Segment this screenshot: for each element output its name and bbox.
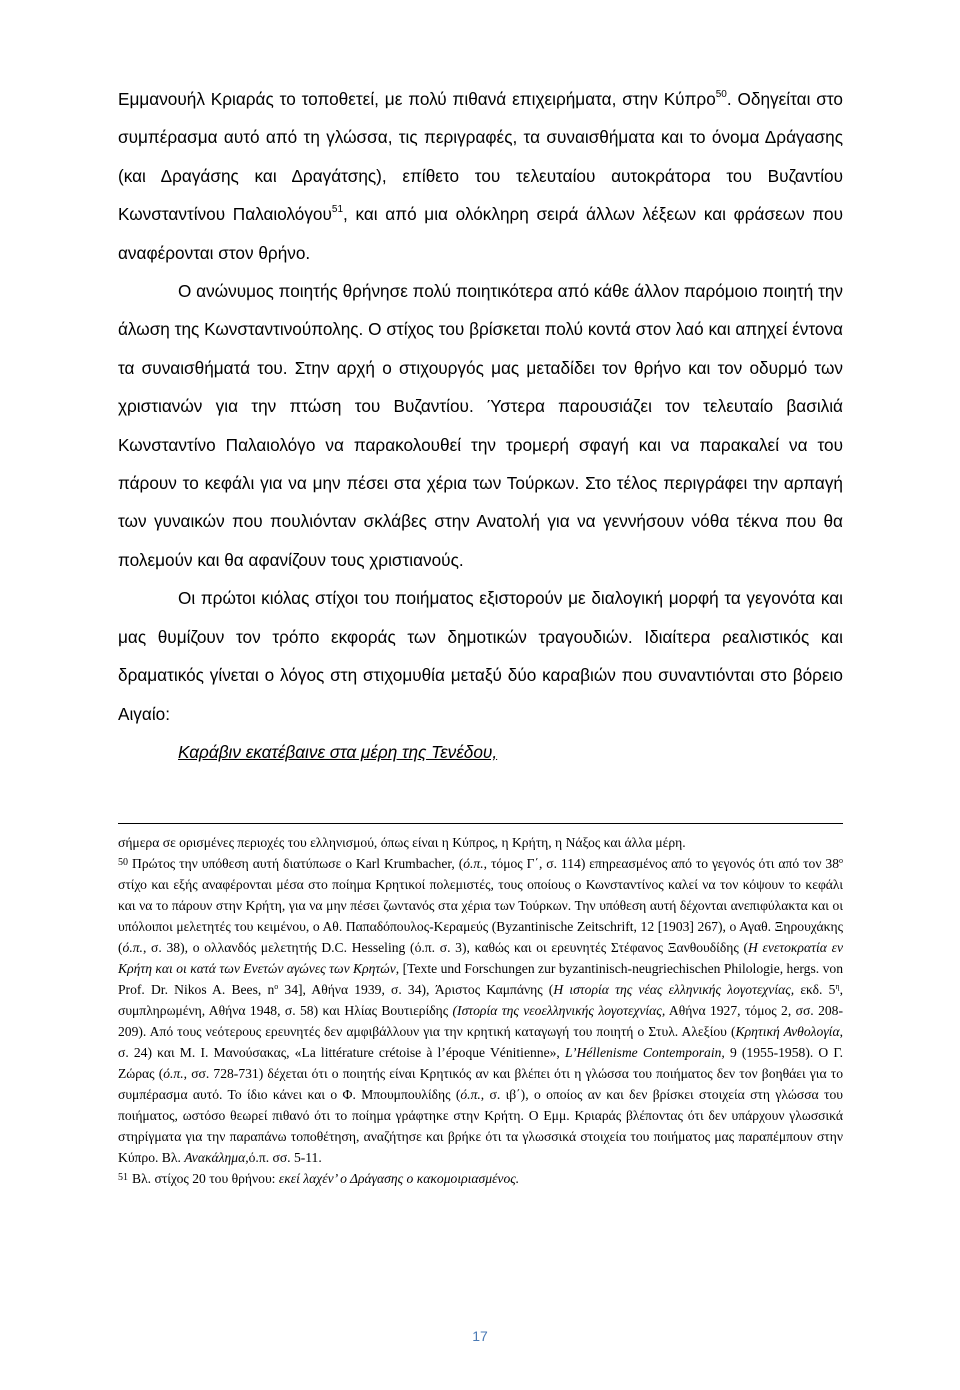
paragraph-2: Ο ανώνυμος ποιητής θρήνησε πολύ ποιητικότερα από κάθε άλλον παρόμοιο ποιητή την άλωση της Κωνσταντινούπολης. Ο στίχος του βρίσκεται πολύ κοντά στον λαό και απηχεί έντονα τα συναισθήματά του. Στην αρχή ο στιχουργός μας μεταδίδει τον θρήνο και τον οδυρμό των χριστιανών για την πτώση του Βυζαντίου. Ύστερα παρουσιάζει τον τελευταίο βασιλιά Κωνσταντίνο Παλαιολόγο να παρακολουθεί την τρομερή σφαγή και να παρακαλεί να του πάρουν το κεφάλι για να μην πέσει στα χέρια των Τούρκων. Στο τέλος περιγράφει την αρπαγή των γυναικών που πουλιόνταν σκλάβες στην Ανατολή για να γεννήσουν νόθα τέκνα που θα πολεμούν και θα αφανίζουν τους χριστιανούς. <box>118 281 844 570</box>
footnote-50: $^{50}$ Πρώτος την υπόθεση αυτή διατύπωσε ο Karl Krumbacher, (ό.π., τόμος Γ΄, σ. 114) επηρεασμένος από το γεγονός ότι από τον $38^o$ στίχο και εξής αναφέρονται μέσα στο ποίημα Κρητικοί πολεμιστές, τους οποίους ο Κωνσταντίνος καλεί να τον κόψουν το κεφάλι και να το πάρουν στην Κρήτη, για να μην πέσει ζωντανός στα χέρια των Τούρκων. Την υπόθεση αυτή δέχονται ανεπιφύλακτα και οι υπόλοιποι μελετητές του κειμένου, ο Αθ. Παπαδόπουλος-Κεραμεύς (Byzantinische Zeitschrift, 12 [1903] 267), ο Αγαθ. Ξηρουχάκης (ό.π., σ. 38), ο ολλανδός μελετητής D.C. Hesseling (ό.π. σ. 3), καθώς και οι ερευνητές Στέφανος Ξανθουδίδης (Η ενετοκρατία εν Κρήτη και οι κατά των Ενετών αγώνες των Κρητών, [Texte und Forschungen zur byzantinisch-neugriechischen Philologie, hergs. von Prof. Dr. Nikos A. Bees, $n^o$ 34], Αθήνα 1939, σ. 34), Άριστος Καμπάνης (Η ιστορία της νέας ελληνικής λογοτεχνίας, εκδ. $5^\eta$, συμπληρωμένη, Αθήνα 1948, σ. 58) και Ηλίας Βουτιερίδης (Ιστορία της νεοελληνικής λογοτεχνίας, Αθήνα 1927, τόμος 2, σσ. 208-209). Από τους νεότερους ερευνητές δεν αμφιβάλλουν για την κρητική καταγωγή του ποιητή ο Στυλ. Αλεξίου (Κρητική Ανθολογία, σ. 24) και Μ. Ι. Μανούσακας, «La littérature crétoise à l’époque Vénitienne», L’Héllenisme Contemporain, 9 (1955-1958). Ο Γ. Ζώρας (ό.π., σσ. 728-731) δέχεται ότι ο ποιητής είναι Κρητικός αν και βλέπει ότι η γλώσσα του ποιήματος δεν τον βοηθάει για το συμπέρασμα αυτό. Το ίδιο κάνει και ο Φ. Μπουμπουλίδης (ό.π., σ. ιβ΄), ο οποίος αν και δεν βρίσκει στοιχεία στη γλώσσα του ποιήματος, ωστόσο θεωρεί πιθανό ότι το ποίημα γράφτηκε στην Κρήτη. Ο Εμμ. Κριαράς βλέποντας ότι δεν υπάρχουν γλωσσικά στηρίγματα για την παραπάνω τοποθέτηση, αναζήτησε και βρήκε ότι τα γλωσσικά στοιχεία του ποιήματος μας παραπέμπουν στην Κύπρο. Βλ. Ανακάλημα,ό.π. σσ. 5-11. <box>118 856 844 1165</box>
paragraph-3: Οι πρώτοι κιόλας στίχοι του ποιήματος εξιστορούν με διαλογική μορφή τα γεγονότα και μας θυμίζουν τον τρόπο εκφοράς των δημοτικών τραγουδιών. Ιδιαίτερα ρεαλιστικός και δραματικός γίνεται ο λόγος στη στιχομυθία μεταξύ δύο καραβιών που συναντιόνται στο βόρειο Αιγαίο: <box>118 588 843 724</box>
footnotes <box>118 832 843 1189</box>
footnote-number: 50 <box>118 857 128 868</box>
paragraph-1: Εμμανουήλ Κριαράς το τοποθετεί, με πολύ πιθανά επιχειρήματα, στην Κύπρο$^{50}$. Οδηγείται στο συμπέρασμα αυτό από τη γλώσσα, τις περιγραφές, τα συναισθήματα και το όνομα Δράγασης (και Δραγάσης και Δραγάτσης), επίθετο του τελευταίου αυτοκράτορα του Βυζαντίου Κωνσταντίνου Παλαιολόγου$^{51}$, και από μια ολόκληρη σειρά άλλων λέξεων και φράσεων που αναφέρονται στον θρήνο. <box>118 89 844 263</box>
footnote-separator <box>118 823 843 824</box>
footnote-ref-51[interactable]: 51 <box>331 204 344 216</box>
footnote-51: $^{51}$ Βλ. στίχος 20 του θρήνου: εκεί λαχέν’ ο Δράγασης ο κακομοιριασμένος. <box>118 1171 520 1186</box>
verse-line: Καράβιν εκατέβαινε στα μέρη της Τενέδου, <box>178 741 498 762</box>
footnote-continuation: σήμερα σε ορισμένες περιοχές του ελληνισμού, όπως είναι η Κύπρος, η Κρήτη, η Νάξος και άλλα μέρη. <box>118 835 686 850</box>
footnote-ref-50[interactable]: 50 <box>715 89 727 100</box>
main-text <box>118 80 843 771</box>
page-number: 17 <box>472 1328 488 1344</box>
footnote-number: 51 <box>118 1172 128 1183</box>
